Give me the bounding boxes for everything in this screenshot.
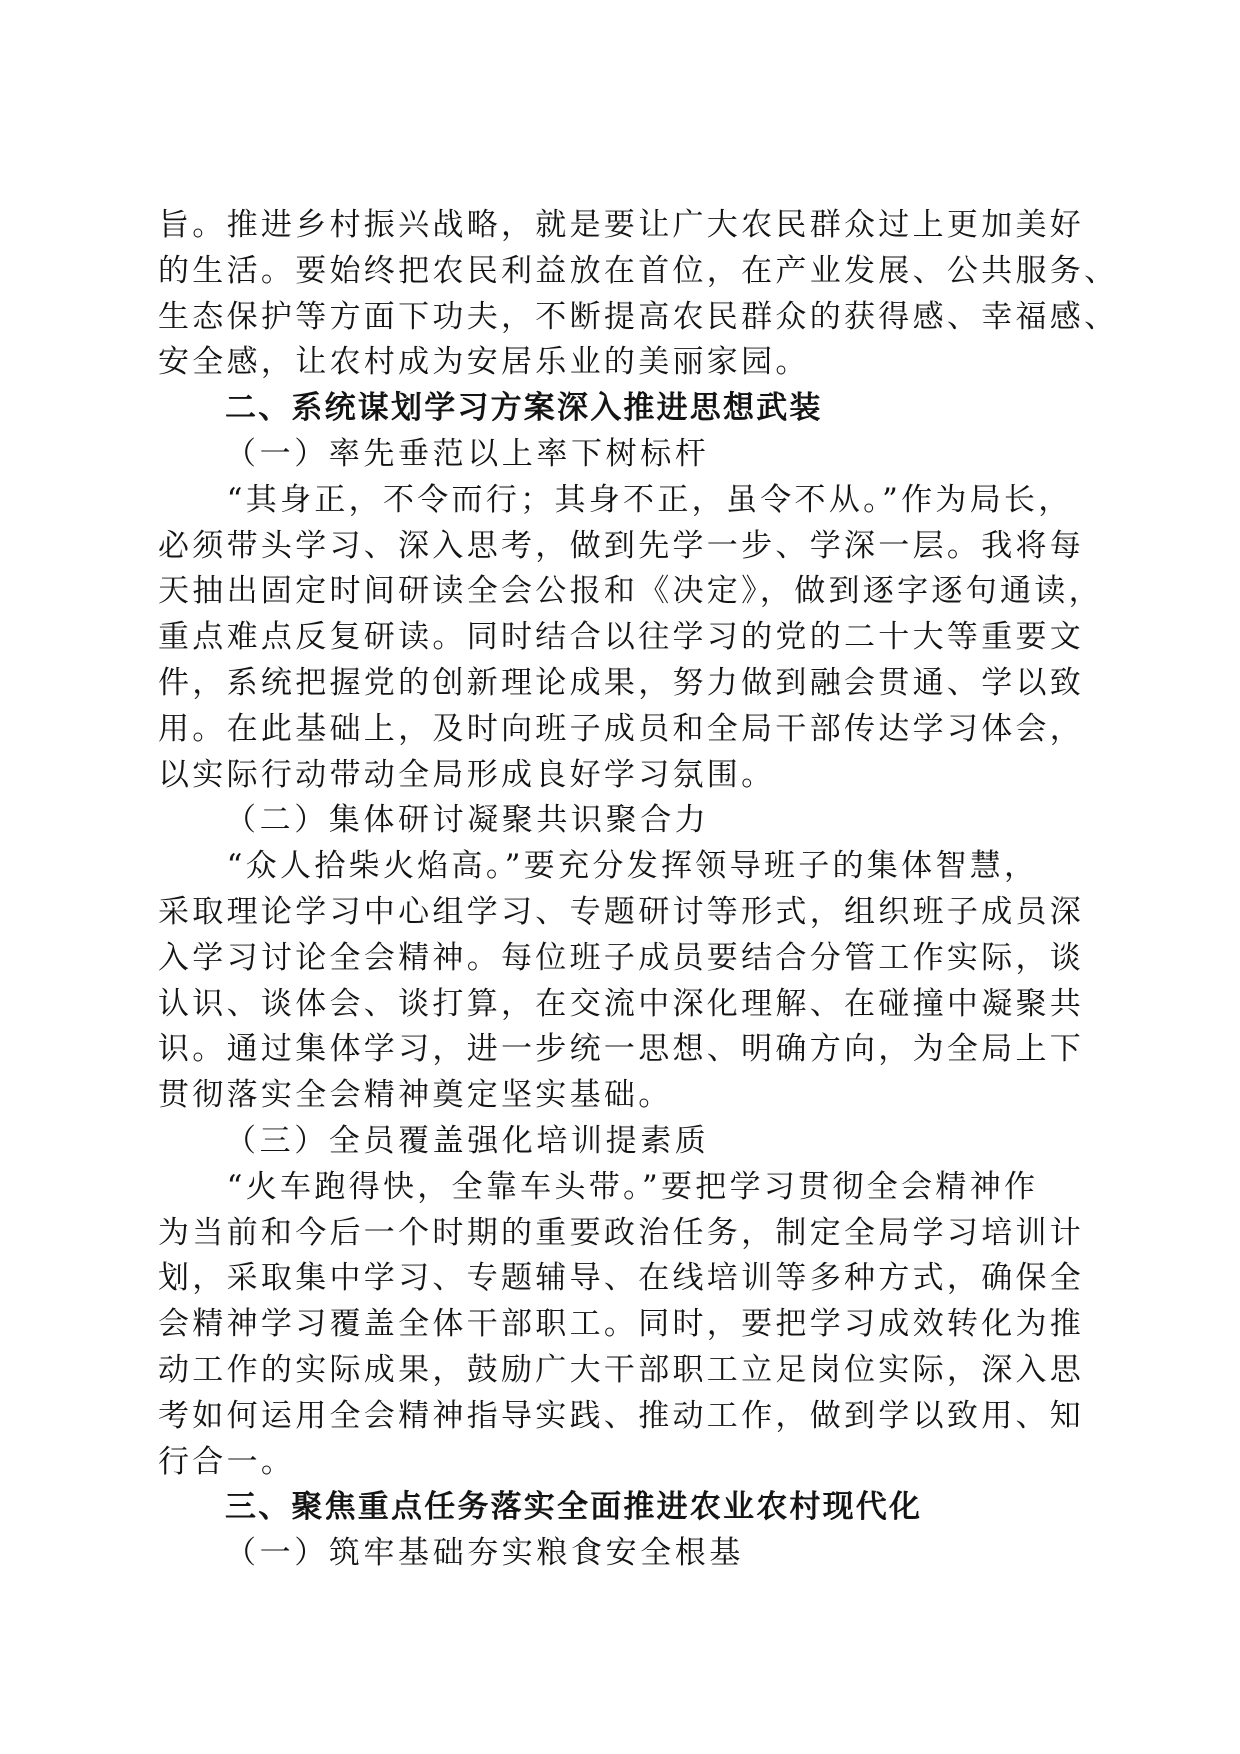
section-one-tail-paragraph [158,203,1158,386]
section-two-subheading-2: （二）集体研讨凝聚共识聚合力 [225,802,710,839]
section-two-sub-3-paragraph [158,1165,1158,1486]
paragraph-line: 件，系统把握党的创新理论成果，努力做到融会贯通、学以致 [158,664,1085,701]
section-three-subheading-1: （一）筑牢基础夯实粮食安全根基 [225,1535,744,1572]
paragraph-line: 贯彻落实全会精神奠定坚实基础。 [158,1077,673,1114]
paragraph-line: 认识、谈体会、谈打算，在交流中深化理解、在碰撞中凝聚共 [158,985,1085,1022]
paragraph-line: 用。在此基础上，及时向班子成员和全局干部传达学习体会， [158,710,1085,747]
paragraph-line: 会精神学习覆盖全体干部职工。同时，要把学习成效转化为推 [158,1306,1085,1343]
section-two-sub-1-paragraph [158,478,1158,799]
paragraph-line: 重点难点反复研读。同时结合以往学习的党的二十大等重要文 [158,619,1085,656]
paragraph-line: “火车跑得快，全靠车头带。”要把学习贯彻全会精神作 [226,1168,1039,1205]
paragraph-line: 以实际行动带动全局形成良好学习氛围。 [158,756,776,793]
paragraph-line: 入学习讨论全会精神。每位班子成员要结合分管工作实际，谈 [158,939,1085,976]
paragraph-line: 生态保护等方面下功夫，不断提高农民群众的获得感、幸福感、 [158,298,1119,335]
paragraph-line: 识。通过集体学习，进一步统一思想、明确方向，为全局上下 [158,1031,1085,1068]
paragraph-line: 采取理论学习中心组学习、专题研讨等形式，组织班子成员深 [158,893,1085,930]
paragraph-line: 考如何运用全会精神指导实践、推动工作，做到学以致用、知 [158,1397,1085,1434]
paragraph-line: “其身正，不令而行；其身不正，虽令不从。”作为局长， [226,481,1073,518]
paragraph-line: 安全感，让农村成为安居乐业的美丽家园。 [158,344,810,381]
document-body [158,203,1158,1577]
paragraph-line: 动工作的实际成果，鼓励广大干部职工立足岗位实际，深入思 [158,1351,1085,1388]
paragraph-line: 旨。推进乡村振兴战略，就是要让广大农民群众过上更加美好 [158,207,1085,243]
paragraph-line: 为当前和今后一个时期的重要政治任务，制定全局学习培训计 [158,1214,1085,1251]
paragraph-line: 天抽出固定时间研读全会公报和《决定》，做到逐字逐句通读， [158,573,1103,610]
section-three-heading: 三、聚焦重点任务落实全面推进农业农村现代化 [225,1489,923,1526]
paragraph-line: 划，采取集中学习、专题辅导、在线培训等多种方式，确保全 [158,1260,1085,1297]
paragraph-line: 的生活。要始终把农民利益放在首位，在产业发展、公共服务、 [158,252,1119,289]
section-two-subheading-3: （三）全员覆盖强化培训提素质 [225,1122,710,1159]
section-two-subheading-1: （一）率先垂范以上率下树标杆 [225,435,710,472]
paragraph-line: 行合一。 [158,1443,296,1480]
section-two-heading: 二、系统谋划学习方案深入推进思想武装 [225,390,823,427]
section-two-sub-2-paragraph [158,844,1158,1119]
paragraph-line: 必须带头学习、深入思考，做到先学一步、学深一层。我将每 [158,527,1085,564]
paragraph-line: “众人拾柴火焰高。”要充分发挥领导班子的集体智慧， [226,848,1039,885]
